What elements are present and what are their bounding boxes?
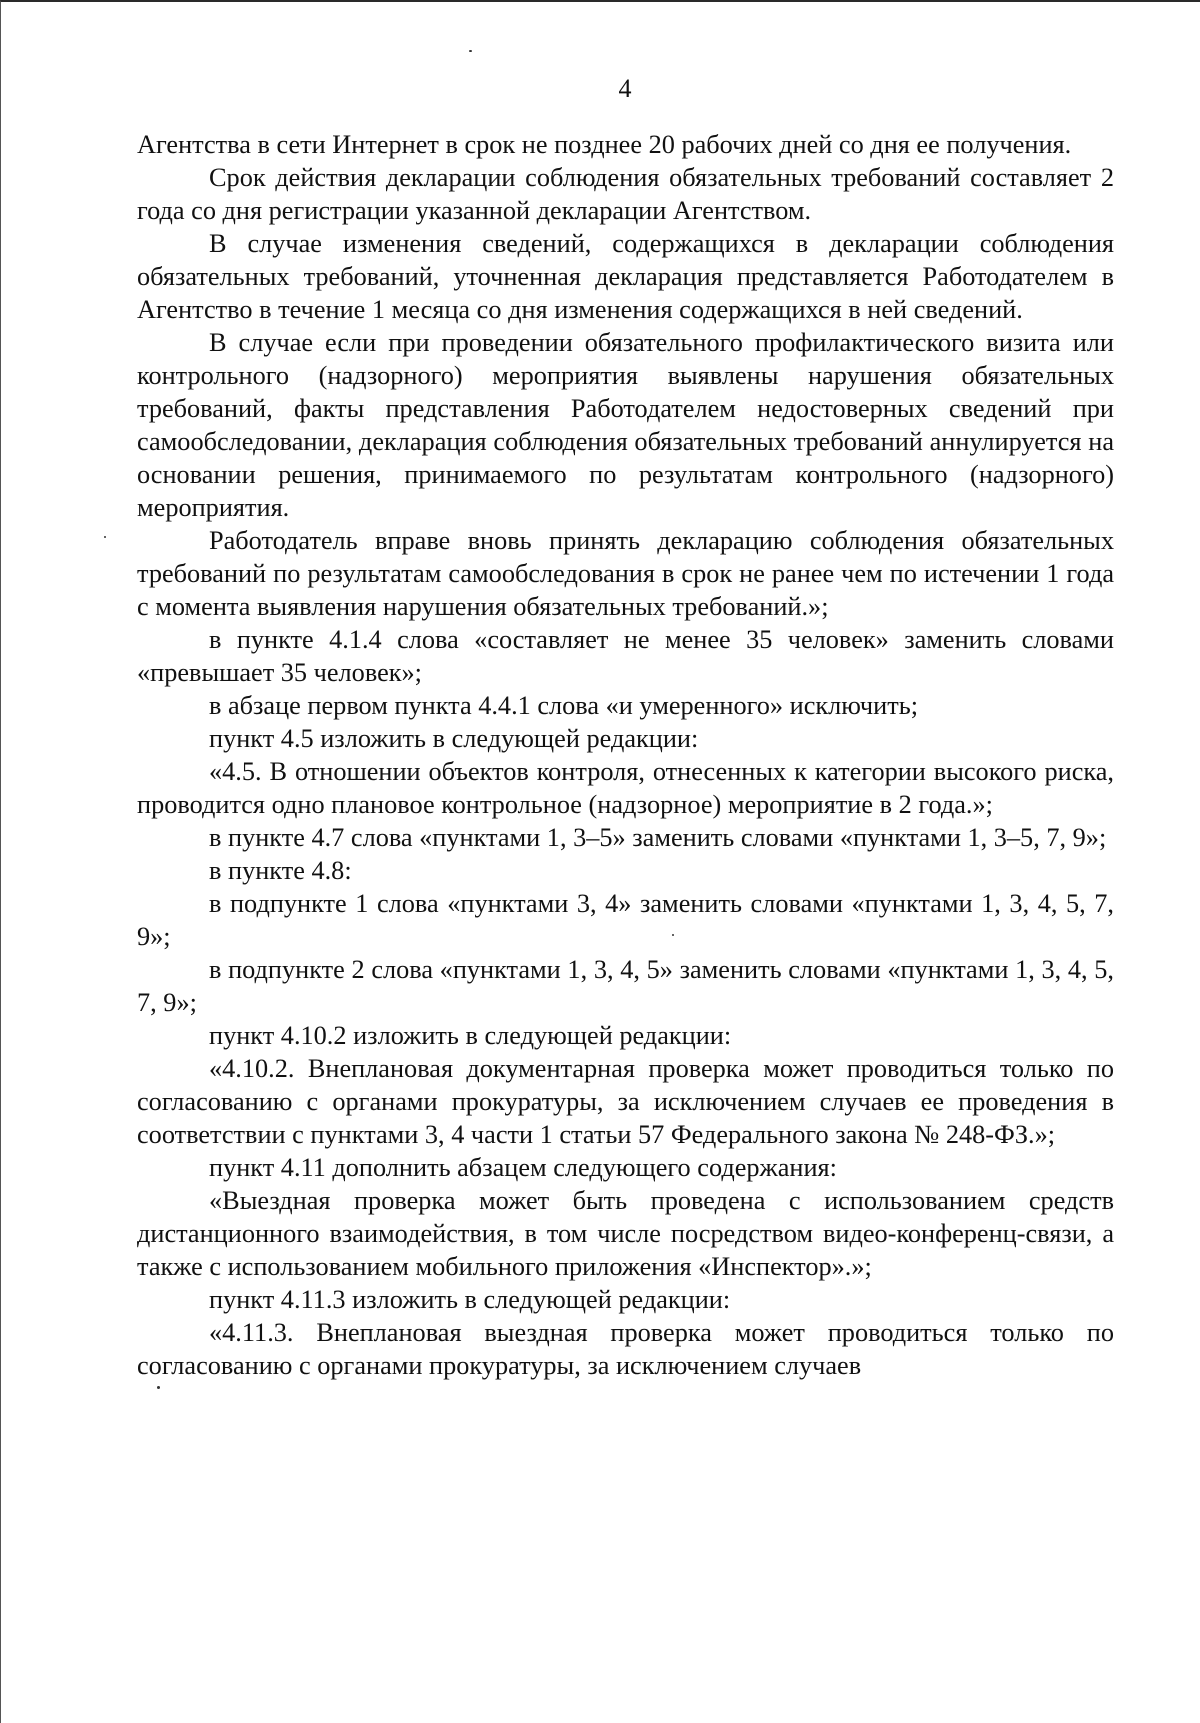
paragraph: в подпункте 1 слова «пунктами 3, 4» заменить словами «пунктами 1, 3, 4, 5, 7, 9»; <box>137 889 1114 951</box>
paragraph: «4.10.2. Внеплановая документарная проверка может проводиться только по согласованию с органами прокуратуры, за исключением случаев ее проведения в соответствии с пунктами 3, 4 части 1 статьи 57 Федерального закона № 248-ФЗ.»; <box>137 1054 1114 1149</box>
paragraph: пункт 4.11 дополнить абзацем следующего содержания: <box>209 1153 837 1182</box>
paragraph: пункт 4.11.3 изложить в следующей редакции: <box>209 1285 731 1314</box>
paragraph: в подпункте 2 слова «пунктами 1, 3, 4, 5» заменить словами «пунктами 1, 3, 4, 5, 7, 9»; <box>137 955 1114 1017</box>
document-body <box>137 128 1114 1382</box>
paragraph: Срок действия декларации соблюдения обязательных требований составляет 2 года со дня регистрации указанной декларации Агентством. <box>137 163 1114 225</box>
paragraph: в пункте 4.7 слова «пунктами 1, 3–5» заменить словами «пунктами 1, 3–5, 7, 9»; <box>209 823 1107 852</box>
scan-speck <box>157 1386 160 1389</box>
paragraph: в абзаце первом пункта 4.4.1 слова «и умеренного» исключить; <box>209 691 919 720</box>
paragraph: «Выездная проверка может быть проведена с использованием средств дистанционного взаимодействия, в том числе посредством видео-конференц-связи, а также с использованием мобильного приложения «Инспектор».»; <box>137 1186 1114 1281</box>
page-number: 4 <box>618 74 632 103</box>
paragraph: В случае изменения сведений, содержащихся в декларации соблюдения обязательных требований, уточненная декларация представляется Работодателем в Агентство в течение 1 месяца со дня изменения содержащихся в ней сведений. <box>137 229 1114 324</box>
scan-speck <box>104 536 106 538</box>
paragraph: в пункте 4.1.4 слова «составляет не менее 35 человек» заменить словами «превышает 35 человек»; <box>137 625 1114 687</box>
scan-speck <box>469 50 472 52</box>
paragraph: пункт 4.10.2 изложить в следующей редакции: <box>209 1021 732 1050</box>
paragraph: пункт 4.5 изложить в следующей редакции: <box>209 724 699 753</box>
paragraph: Агентства в сети Интернет в срок не позднее 20 рабочих дней со дня ее получения. <box>137 130 1072 159</box>
paragraph: Работодатель вправе вновь принять декларацию соблюдения обязательных требований по результатам самообследования в срок не ранее чем по истечении 1 года с момента выявления нарушения обязательных требований.»; <box>137 526 1114 621</box>
paragraph: «4.5. В отношении объектов контроля, отнесенных к категории высокого риска, проводится одно плановое контрольное (надзорное) мероприятие в 2 года.»; <box>137 757 1114 819</box>
paragraph: В случае если при проведении обязательного профилактического визита или контрольного (надзорного) мероприятия выявлены нарушения обязательных требований, факты представления Работодателем недостоверных сведений при самообследовании, декларация соблюдения обязательных требований аннулируется на основании решения, принимаемого по результатам контрольного (надзорного) мероприятия. <box>137 328 1114 522</box>
paragraph: «4.11.3. Внеплановая выездная проверка может проводиться только по согласованию с органами прокуратуры, за исключением случаев <box>137 1318 1114 1380</box>
paragraph: в пункте 4.8: <box>209 856 352 885</box>
